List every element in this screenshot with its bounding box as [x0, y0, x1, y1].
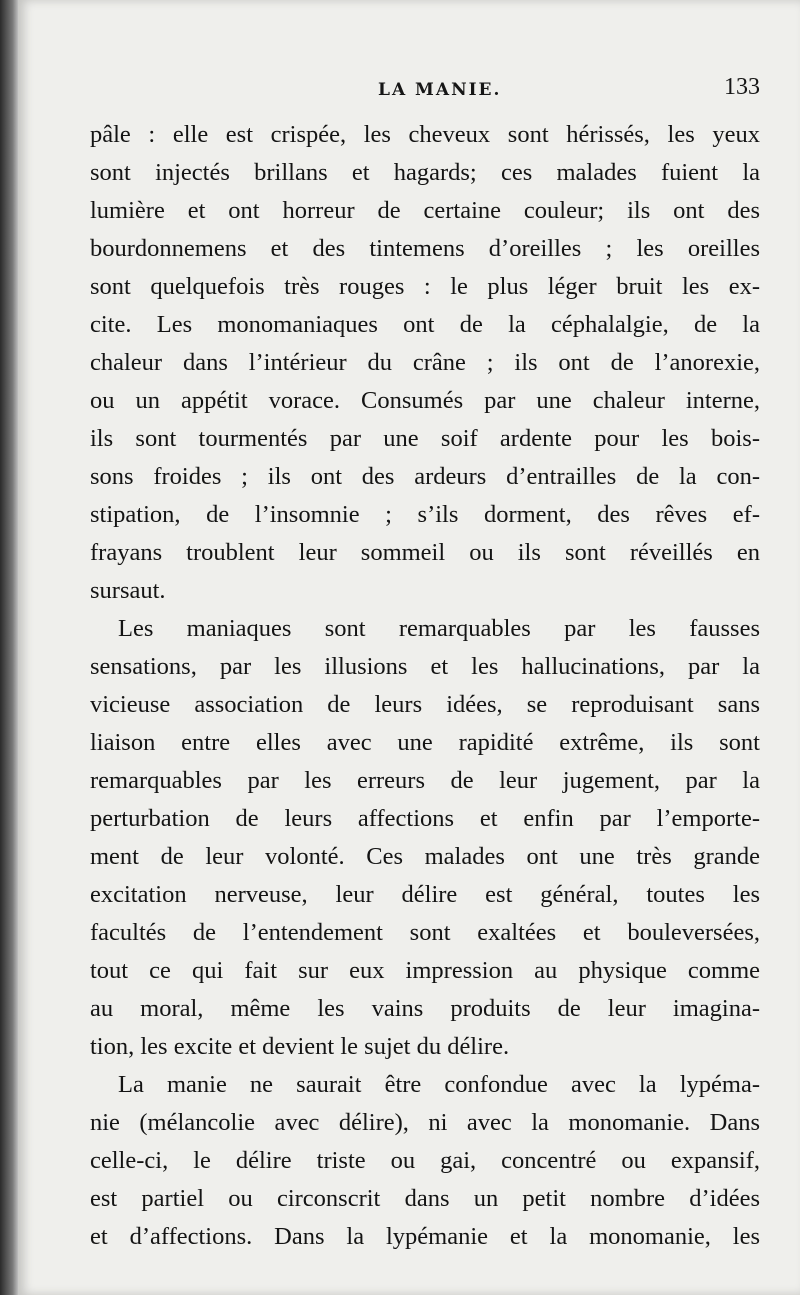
text-line: bourdonnemens et des tintemens d’oreilles ; les oreilles: [90, 235, 760, 262]
book-page: [18, 0, 800, 1295]
text-line: lumière et ont horreur de certaine couleur; ils ont des: [90, 197, 760, 224]
text-line: chaleur dans l’intérieur du crâne ; ils ont de l’anorexie,: [90, 349, 760, 376]
text-line: remarquables par les erreurs de leur jugement, par la: [90, 767, 760, 794]
text-line: sont quelquefois très rouges : le plus léger bruit les ex-: [90, 273, 760, 300]
text-line: ils sont tourmentés par une soif ardente pour les bois-: [90, 425, 760, 452]
text-line: sensations, par les illusions et les hallucinations, par la: [90, 653, 760, 680]
text-line: liaison entre elles avec une rapidité extrême, ils sont: [90, 729, 760, 756]
text-line: est partiel ou circonscrit dans un petit nombre d’idées: [90, 1185, 760, 1212]
text-line: ment de leur volonté. Ces malades ont une très grande: [90, 843, 760, 870]
text-line: pâle : elle est crispée, les cheveux sont hérissés, les yeux: [90, 121, 760, 148]
text-line: nie (mélancolie avec délire), ni avec la monomanie. Dans: [90, 1109, 760, 1136]
text-line: vicieuse association de leurs idées, se reproduisant sans: [90, 691, 760, 718]
text-line: sons froides ; ils ont des ardeurs d’entrailles de la con-: [90, 463, 760, 490]
paragraph-start-line: Les maniaques sont remarquables par les fausses: [118, 615, 760, 642]
text-line: au moral, même les vains produits de leur imagina-: [90, 995, 760, 1022]
text-line: perturbation de leurs affections et enfin par l’emporte-: [90, 805, 760, 832]
book-spine-shadow: [0, 0, 18, 1295]
text-line: frayans troublent leur sommeil ou ils sont réveillés en: [90, 539, 760, 566]
page-header: [18, 74, 800, 108]
text-line: sont injectés brillans et hagards; ces malades fuient la: [90, 159, 760, 186]
text-line: facultés de l’entendement sont exaltées et bouleversées,: [90, 919, 760, 946]
text-line: stipation, de l’insomnie ; s’ils dorment, des rêves ef-: [90, 501, 760, 528]
text-line: excitation nerveuse, leur délire est général, toutes les: [90, 881, 760, 908]
text-line: ou un appétit vorace. Consumés par une chaleur interne,: [90, 387, 760, 414]
text-line: cite. Les monomaniaques ont de la céphalalgie, de la: [90, 311, 760, 338]
page-number: 133: [724, 74, 760, 100]
text-line: celle-ci, le délire triste ou gai, concentré ou expansif,: [90, 1147, 760, 1174]
text-line: sursaut.: [90, 577, 166, 604]
text-line: tout ce qui fait sur eux impression au physique comme: [90, 957, 760, 984]
body-text: [90, 116, 760, 1256]
paragraph-start-line: La manie ne saurait être confondue avec la lypéma-: [118, 1071, 760, 1098]
text-line: tion, les excite et devient le sujet du délire.: [90, 1033, 510, 1060]
text-line: et d’affections. Dans la lypémanie et la monomanie, les: [90, 1223, 760, 1250]
running-title: LA MANIE.: [378, 80, 502, 100]
